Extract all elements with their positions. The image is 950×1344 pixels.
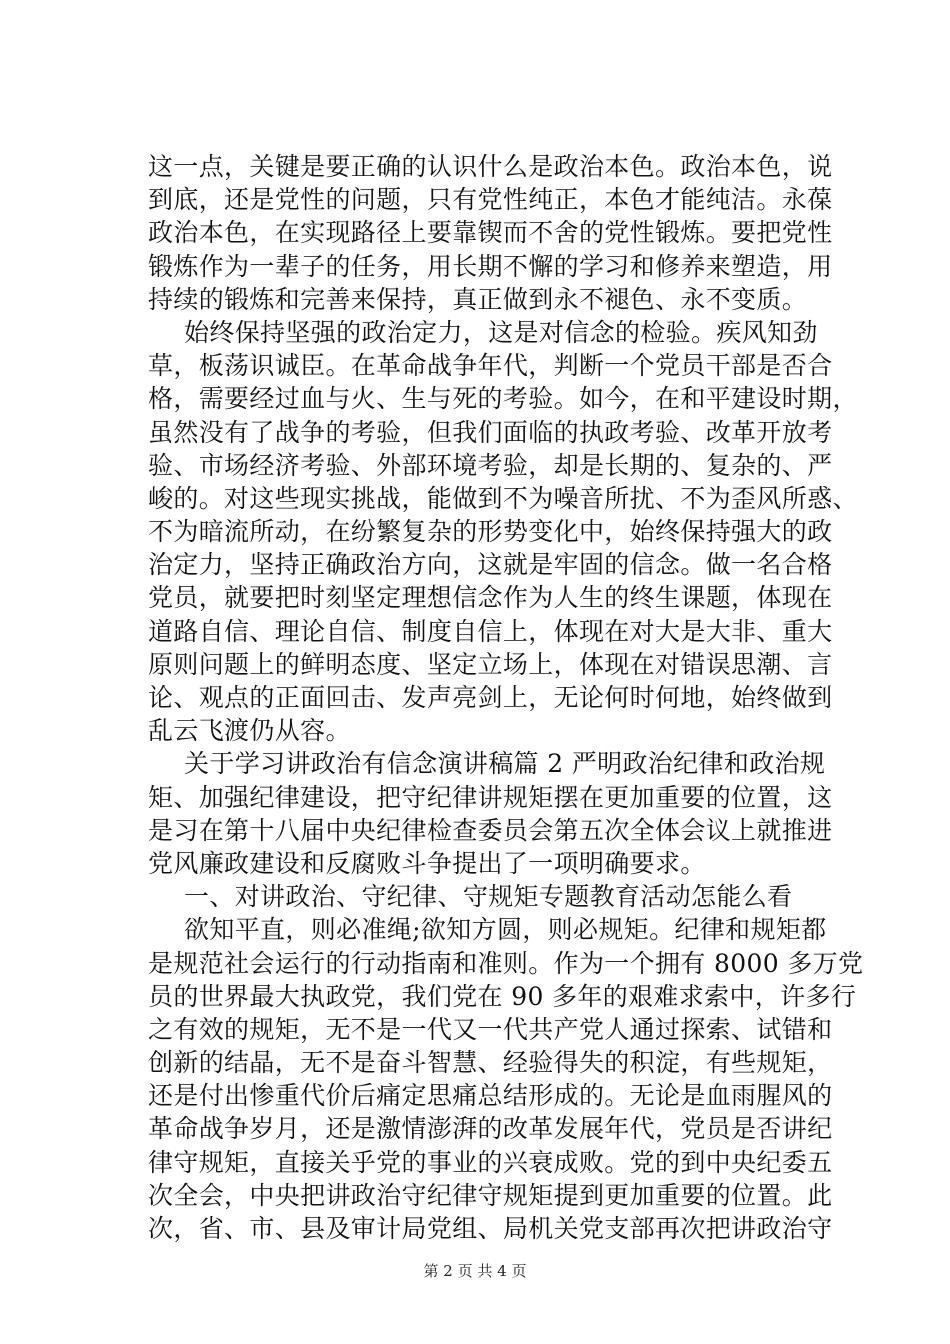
text-line: 这一点，关键是要正确的认识什么是政治本色。政治本色，说 [148,152,833,181]
text-line: 锻炼作为一辈子的任务，用长期不懈的学习和修养来塑造，用 [148,251,833,281]
text-line: 政治本色，在实现路径上要靠锲而不舍的党性锻炼。要把党性 [148,218,833,248]
text-line: 欲知平直，则必准绳;欲知方圆，则必规矩。纪律和规矩都 [184,915,827,945]
document-body [148,150,864,1245]
text-line: 乱云飞渡仍从容。 [148,716,351,746]
text-line: 是规范社会运行的行动指南和准则。作为一个拥有 8000 多万党 [148,948,864,978]
text-line: 到底，还是党性的问题，只有党性纯正，本色才能纯洁。永葆 [148,185,833,215]
text-line: 始终保持坚强的政治定力，这是对信念的检验。疾风知劲 [184,317,818,347]
text-line: 创新的结晶，无不是奋斗智慧、经验得失的积淀，有些规矩， [148,1048,833,1078]
text-line: 党员，就要把时刻坚定理想信念作为人生的终生课题，体现在 [148,583,833,613]
text-line: 原则问题上的鲜明态度、坚定立场上，体现在对错误思潮、言 [148,649,833,679]
text-line: 次，省、市、县及审计局党组、局机关党支部再次把讲政治守 [148,1214,833,1243]
text-line: 之有效的规矩，无不是一代又一代共产党人通过探索、试错和 [148,1014,833,1044]
text-line: 党风廉政建设和反腐败斗争提出了一项明确要求。 [148,848,706,878]
text-line: 不为暗流所动，在纷繁复杂的形势变化中，始终保持强大的政 [148,517,833,547]
text-line: 革命战争岁月，还是激情澎湃的改革发展年代，党员是否讲纪 [148,1114,833,1144]
text-line: 关于学习讲政治有信念演讲稿篇 2 严明政治纪律和政治规 [184,749,826,779]
text-line: 验、市场经济考验、外部环境考验，却是长期的、复杂的、严 [148,450,833,480]
text-line: 是习在第十八届中央纪律检查委员会第五次全体会议上就推进 [148,815,833,845]
text-line: 一、对讲政治、守纪律、守规矩专题教育活动怎能么看 [184,882,793,912]
text-line: 员的世界最大执政党，我们党在 90 多年的艰难求索中，许多行 [148,981,857,1011]
text-line: 治定力，坚持正确政治方向，这就是牢固的信念。做一名合格 [148,550,833,580]
text-line: 矩、加强纪律建设，把守纪律讲规矩摆在更加重要的位置，这 [148,782,833,812]
text-line: 次全会，中央把讲政治守纪律守规矩提到更加重要的位置。此 [148,1180,833,1210]
text-line: 草，板荡识诚臣。在革命战争年代，判断一个党员干部是否合 [148,351,833,381]
text-line: 道路自信、理论自信、制度自信上，体现在对大是大非、重大 [148,616,833,646]
text-line: 论、观点的正面回击、发声亮剑上，无论何时何地，始终做到 [148,683,833,712]
text-line: 律守规矩，直接关乎党的事业的兴衰成败。党的到中央纪委五 [148,1147,833,1177]
text-line: 峻的。对这些现实挑战，能做到不为噪音所扰、不为歪风所惑、 [148,483,858,513]
page-number-footer: 第 2 页 共 4 页 [423,1262,527,1280]
text-line: 格，需要经过血与火、生与死的考验。如今，在和平建设时期， [148,384,858,414]
text-line: 还是付出惨重代价后痛定思痛总结形成的。无论是血雨腥风的 [148,1081,833,1111]
text-line: 持续的锻炼和完善来保持，真正做到永不褪色、永不变质。 [148,284,808,314]
text-line: 虽然没有了战争的考验，但我们面临的执政考验、改革开放考 [148,417,833,447]
